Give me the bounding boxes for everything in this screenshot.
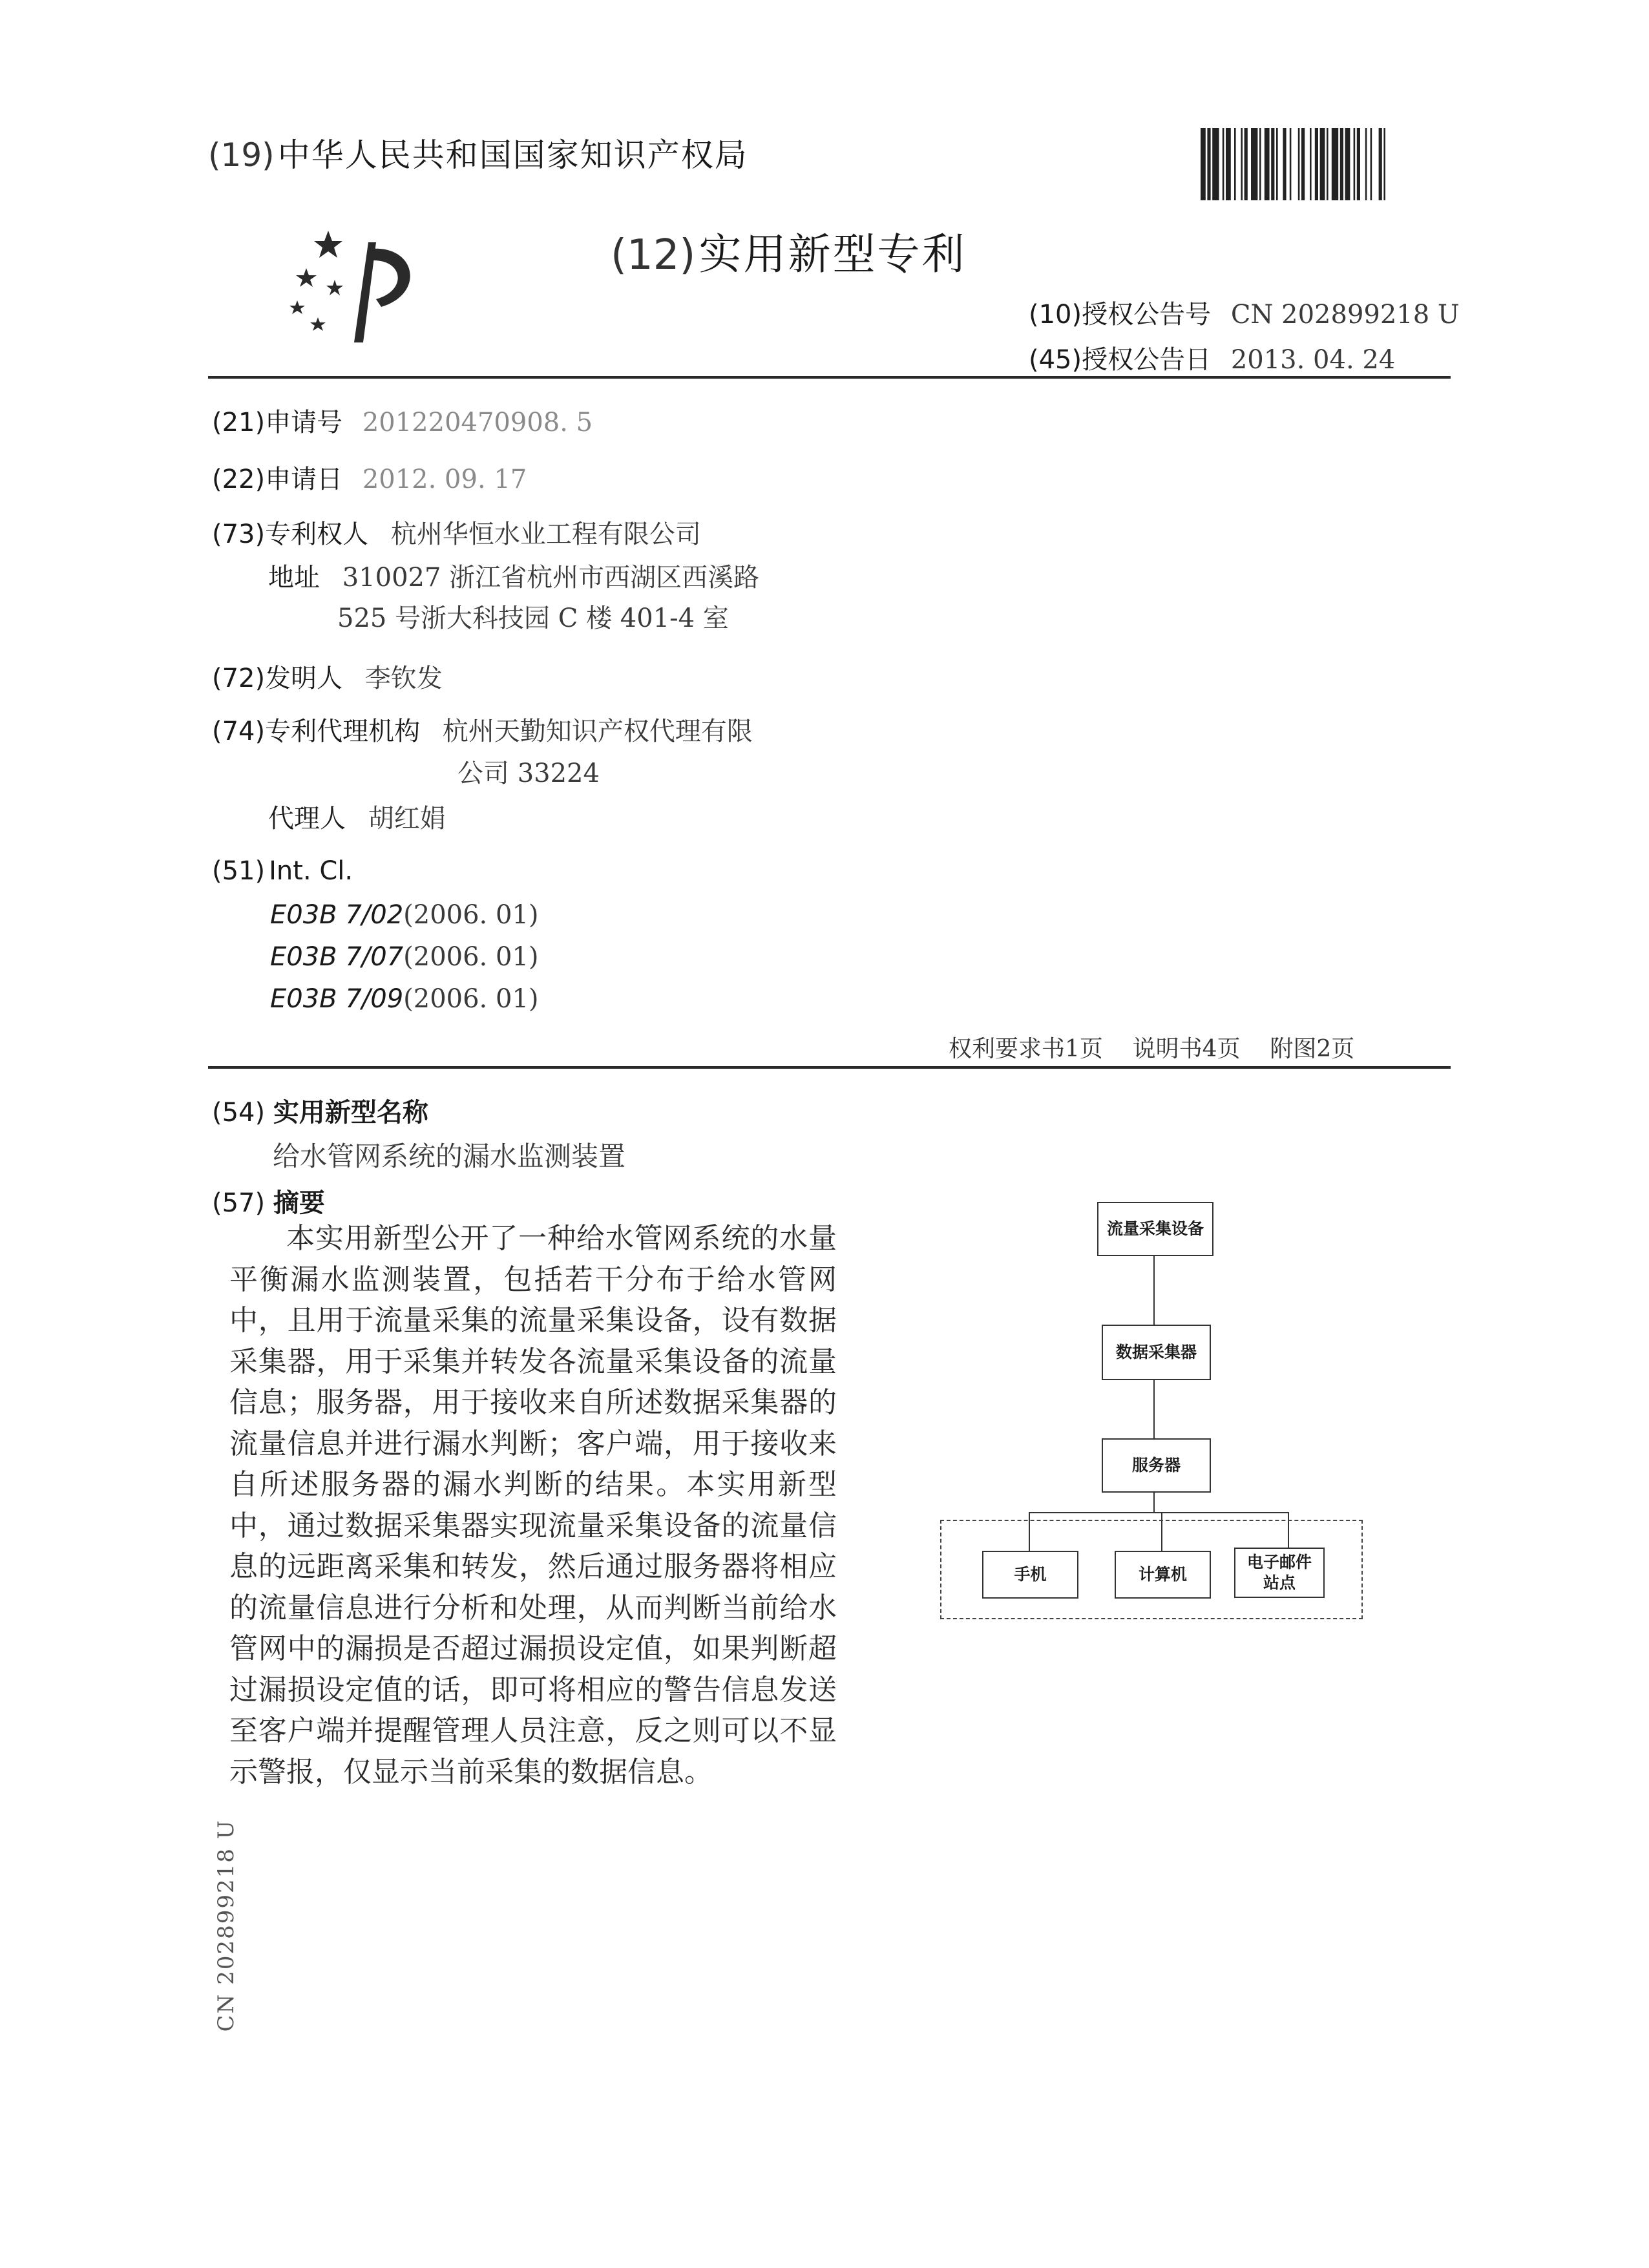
- abstract-section-header: [212, 1182, 325, 1219]
- application-date-row: [212, 459, 527, 496]
- barcode-bar: [1320, 128, 1325, 200]
- barcode-bar: [1383, 128, 1385, 200]
- agency-line2: 公司 33224: [457, 759, 600, 788]
- ipc-class: E03B 7/09: [270, 984, 404, 1014]
- title-section-header: [212, 1092, 428, 1129]
- utility-model-title: 给水管网系统的漏水监测装置: [273, 1140, 626, 1172]
- barcode-bar: [1298, 128, 1300, 200]
- ipc-version: (2006. 01): [403, 900, 539, 930]
- app-no-label: 申请号: [265, 408, 343, 437]
- biblio-rule: [208, 1066, 1451, 1069]
- ipc-version: (2006. 01): [403, 984, 539, 1014]
- address-label: 地址: [268, 563, 320, 593]
- address-row: [268, 557, 759, 594]
- office-header: [208, 129, 748, 176]
- doc-type-code: (12): [611, 231, 696, 279]
- address-row-2: [337, 598, 729, 635]
- pub-no-value: CN 202899218 U: [1230, 300, 1460, 330]
- barcode-bar: [1245, 128, 1248, 200]
- publication-number-row: [1029, 294, 1460, 331]
- barcode-bar: [1379, 128, 1382, 200]
- barcode-bar: [1226, 128, 1231, 200]
- agent-value: 胡红娟: [368, 804, 446, 834]
- cnipa-emblem-icon: [278, 223, 426, 346]
- patentee-row: [212, 514, 701, 551]
- inventor-value: 李钦发: [364, 664, 443, 693]
- app-no-value: 201220470908. 5: [362, 408, 593, 437]
- connector-line: [1153, 1255, 1155, 1325]
- connector-line: [1029, 1512, 1288, 1513]
- agent-row: [268, 798, 446, 835]
- barcode-bar: [1207, 128, 1210, 200]
- barcode-bar: [1265, 128, 1270, 200]
- barcode-bar: [1290, 128, 1292, 200]
- barcode-bar: [1241, 128, 1243, 200]
- barcode-bar: [1201, 128, 1206, 200]
- barcode-bar: [1234, 128, 1236, 200]
- connector-line: [1153, 1491, 1155, 1512]
- patentee-label: 专利权人: [265, 520, 369, 549]
- agent-label: 代理人: [268, 804, 346, 834]
- pub-date-code: (45): [1029, 345, 1082, 375]
- abstract-label: 摘要: [273, 1188, 325, 1218]
- office-code: (19): [208, 136, 275, 174]
- barcode-bar: [1365, 128, 1367, 200]
- doc-type-title: 实用新型专利: [698, 229, 967, 279]
- pub-date-label: 授权公告日: [1082, 345, 1212, 375]
- pub-no-code: (10): [1029, 300, 1082, 330]
- barcode-bar: [1223, 128, 1224, 200]
- app-date-code: (22): [212, 465, 266, 494]
- side-publication-number: [213, 1819, 239, 2032]
- patentee-code: (73): [212, 520, 266, 549]
- ipc-version: (2006. 01): [403, 942, 539, 972]
- application-number-row: [212, 402, 593, 439]
- agency-row: [212, 711, 753, 748]
- connector-line: [1153, 1379, 1155, 1438]
- flow-collection-device-box: 流量采集设备: [1097, 1202, 1213, 1256]
- barcode-bar: [1271, 128, 1274, 200]
- agency-label: 专利代理机构: [265, 717, 421, 746]
- agency-code: (74): [212, 717, 266, 746]
- page-count-summary: 权利要求书1页 说明书4页 附图2页: [949, 1036, 1355, 1062]
- barcode-bar: [1259, 128, 1261, 200]
- barcode: [1201, 128, 1444, 200]
- inventor-code: (72): [212, 664, 266, 693]
- office-name: 中华人民共和国国家知识产权局: [277, 136, 748, 174]
- barcode-bar: [1327, 128, 1329, 200]
- title-code: (54): [212, 1098, 266, 1128]
- inventor-row: [212, 658, 443, 695]
- server-box: 服务器: [1102, 1438, 1211, 1493]
- app-date-value: 2012. 09. 17: [362, 465, 527, 494]
- inventor-label: 发明人: [265, 664, 343, 693]
- barcode-bar: [1345, 128, 1350, 200]
- pub-date-value: 2013. 04. 24: [1230, 345, 1396, 375]
- ipc-header-row: [212, 856, 353, 886]
- barcode-bar: [1357, 128, 1360, 200]
- data-collector-box: 数据采集器: [1102, 1325, 1211, 1380]
- barcode-bar: [1340, 128, 1343, 200]
- mobile-phone-box: 手机: [982, 1551, 1078, 1599]
- ipc-label: Int. Cl.: [269, 856, 353, 886]
- barcode-bar: [1301, 128, 1305, 200]
- document-type: [611, 220, 966, 281]
- ipc-row: [270, 900, 539, 930]
- patentee-value: 杭州华恒水业工程有限公司: [390, 520, 701, 549]
- email-site-box: 电子邮件站点: [1234, 1548, 1325, 1598]
- barcode-bar: [1310, 128, 1312, 200]
- app-no-code: (21): [212, 408, 266, 437]
- ipc-class: E03B 7/02: [270, 900, 404, 930]
- computer-box: 计算机: [1115, 1551, 1211, 1599]
- ipc-row: [270, 984, 539, 1014]
- barcode-bar: [1354, 128, 1356, 200]
- ipc-class: E03B 7/07: [270, 942, 404, 972]
- barcode-bar: [1276, 128, 1278, 200]
- barcode-bar: [1251, 128, 1257, 200]
- barcode-bar: [1371, 128, 1372, 200]
- abstract-code: (57): [212, 1188, 266, 1218]
- header-rule: [208, 376, 1451, 379]
- address-line1: 310027 浙江省杭州市西湖区西溪路: [342, 563, 760, 593]
- barcode-bar: [1315, 128, 1318, 200]
- pub-no-label: 授权公告号: [1082, 300, 1212, 330]
- address-line2: 525 号浙大科技园 C 楼 401-4 室: [337, 604, 729, 633]
- abstract-text: 本实用新型公开了一种给水管网系统的水量平衡漏水监测装置，包括若干分布于给水管网中，且用于流量采集的流量采集设备，设有数据采集器，用于采集并转发各流量采集设备的流量信息；服务器，用于接收来自所述数据采集器的流量信息并进行漏水判断；客户端，用于接收来自所述服务器的漏水判断的结果。本实用新型中，通过数据采集器实现流量采集设备的流量信息的远距离采集和转发，然后通过服务器将相应的流量信息进行分析和处理，从而判断当前给水管网中的漏损是否超过漏损设定值，如果判断超过漏损设定值的话，即可将相应的警告信息发送至客户端并提醒管理人员注意，反之则可以不显示警报，仅显示当前采集的数据信息。: [229, 1222, 837, 1789]
- barcode-bar: [1332, 128, 1338, 200]
- ipc-row: [270, 942, 539, 972]
- barcode-bar: [1212, 128, 1219, 200]
- agency-row-2: [457, 753, 600, 790]
- app-date-label: 申请日: [265, 465, 343, 494]
- agency-line1: 杭州天勤知识产权代理有限: [442, 717, 753, 746]
- publication-date-row: [1029, 339, 1395, 376]
- title-label: 实用新型名称: [273, 1098, 428, 1128]
- ipc-code: (51): [212, 856, 266, 886]
- barcode-bar: [1283, 128, 1286, 200]
- side-number-text: CN 202899218 U: [213, 1819, 239, 2032]
